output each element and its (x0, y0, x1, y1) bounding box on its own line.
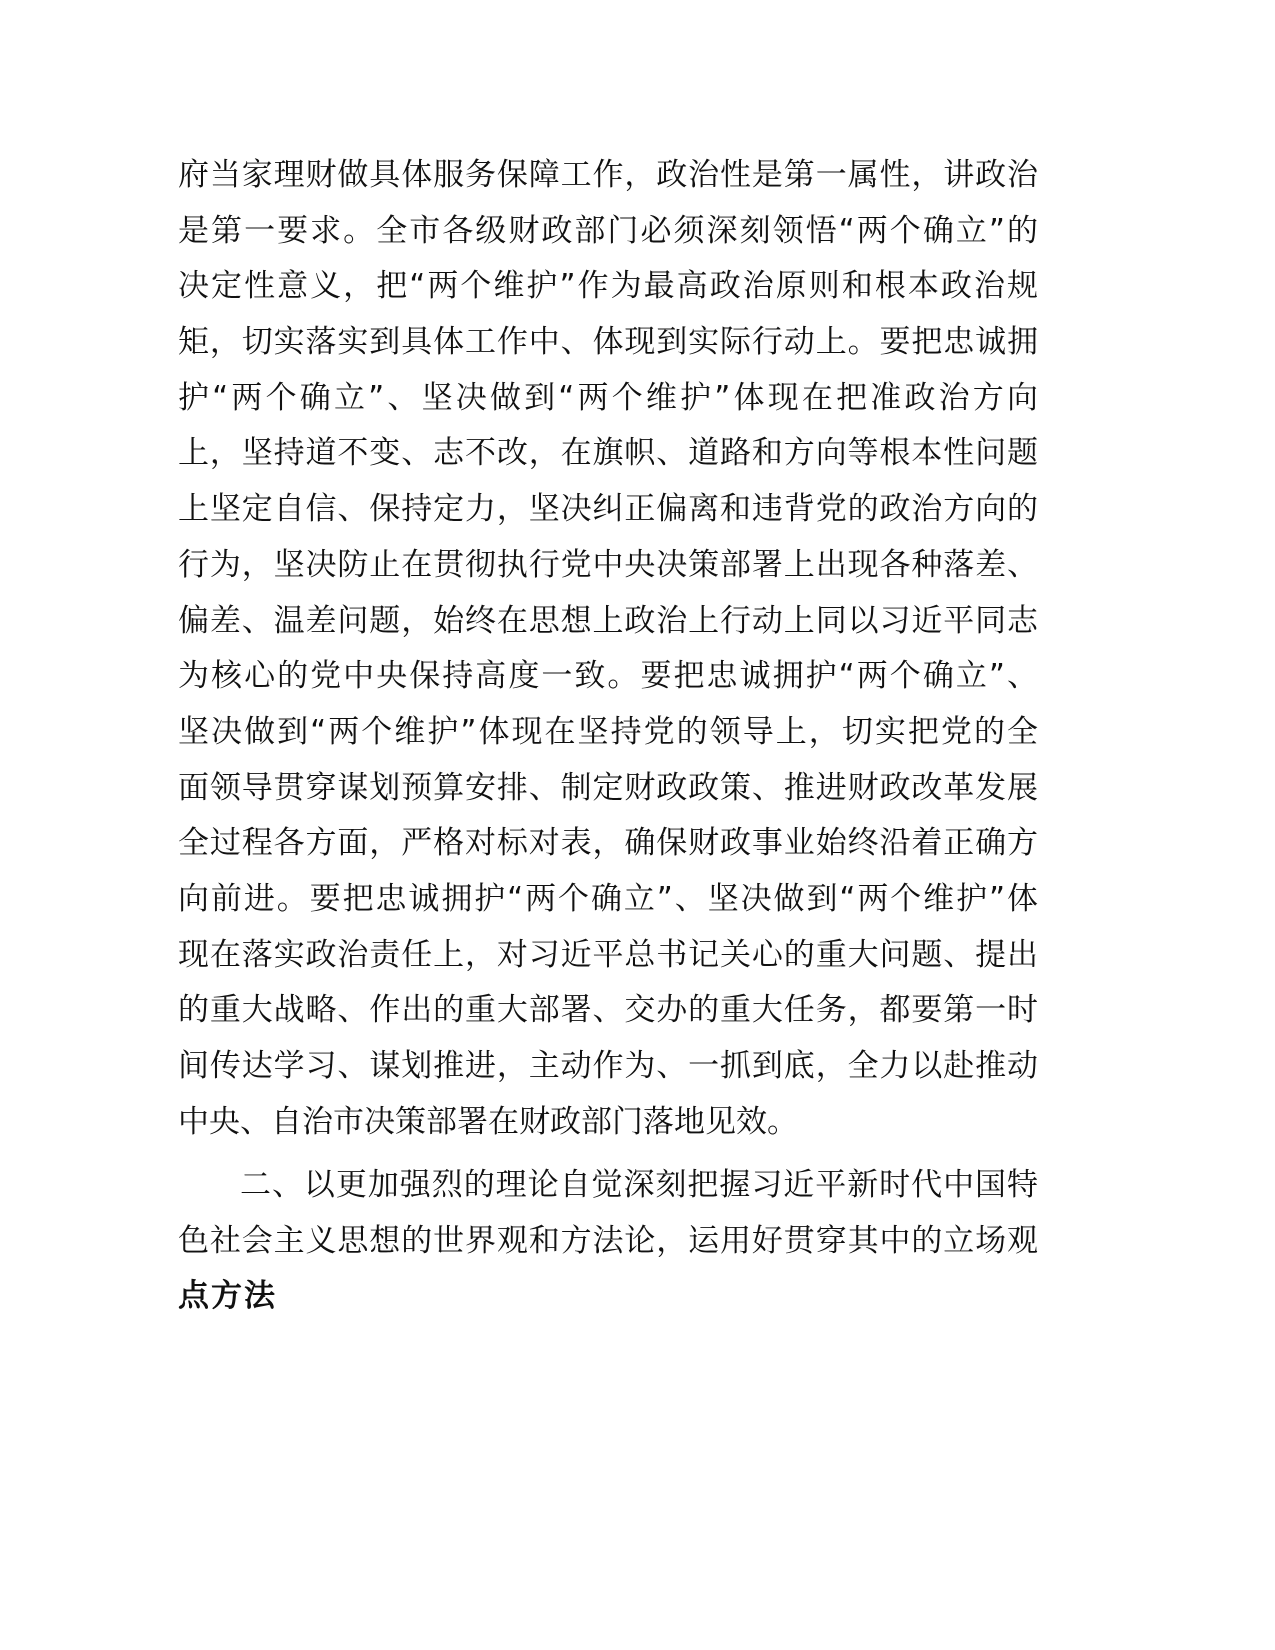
paragraph-line: 府当家理财做具体服务保障工作，政治性是第一属性，讲政治 (178, 157, 1038, 193)
paragraph-line: 护“两个确立”、坚决做到“两个维护”体现在把准政治方向 (178, 379, 1038, 416)
heading-line: 点方法 (178, 1278, 277, 1315)
paragraph-line: 上，坚持道不变、志不改，在旗帜、道路和方向等根本性问题 (178, 435, 1038, 472)
paragraph-line: 上坚定自信、保持定力，坚决纠正偏离和违背党的政治方向的 (178, 491, 1038, 528)
paragraph-line: 间传达学习、谋划推进，主动作为、一抓到底，全力以赴推动 (178, 1048, 1038, 1084)
paragraph-line: 面领导贯穿谋划预算安排、制定财政政策、推进财政改革发展 (178, 769, 1038, 806)
paragraph-line: 向前进。要把忠诚拥护“两个确立”、坚决做到“两个维护”体 (178, 880, 1038, 917)
paragraph-line: 现在落实政治责任上，对习近平总书记关心的重大问题、提出 (178, 936, 1038, 973)
paragraph-line: 决定性意义，把“两个维护”作为最高政治原则和根本政治规 (178, 268, 1038, 305)
body-paragraph (178, 148, 1038, 1150)
paragraph-line: 坚决做到“两个维护”体现在坚持党的领导上，切实把党的全 (178, 713, 1038, 750)
heading-line: 色社会主义思想的世界观和方法论，运用好贯穿其中的立场观 (178, 1222, 1038, 1259)
section-heading (178, 1158, 1038, 1325)
paragraph-line: 中央、自治市决策部署在财政部门落地见效。 (178, 1103, 798, 1140)
paragraph-line: 的重大战略、作出的重大部署、交办的重大任务，都要第一时 (178, 992, 1038, 1029)
paragraph-line: 是第一要求。全市各级财政部门必须深刻领悟“两个确立”的 (178, 212, 1038, 249)
paragraph-line: 行为，坚决防止在贯彻执行党中央决策部署上出现各种落差、 (178, 546, 1038, 583)
paragraph-line: 偏差、温差问题，始终在思想上政治上行动上同以习近平同志 (178, 602, 1038, 639)
paragraph-line: 全过程各方面，严格对标对表，确保财政事业始终沿着正确方 (178, 825, 1038, 862)
heading-line: 二、以更加强烈的理论自觉深刻把握习近平新时代中国特 (240, 1167, 1038, 1203)
paragraph-line: 为核心的党中央保持高度一致。要把忠诚拥护“两个确立”、 (178, 658, 1038, 695)
paragraph-line: 矩，切实落实到具体工作中、体现到实际行动上。要把忠诚拥 (178, 324, 1038, 361)
